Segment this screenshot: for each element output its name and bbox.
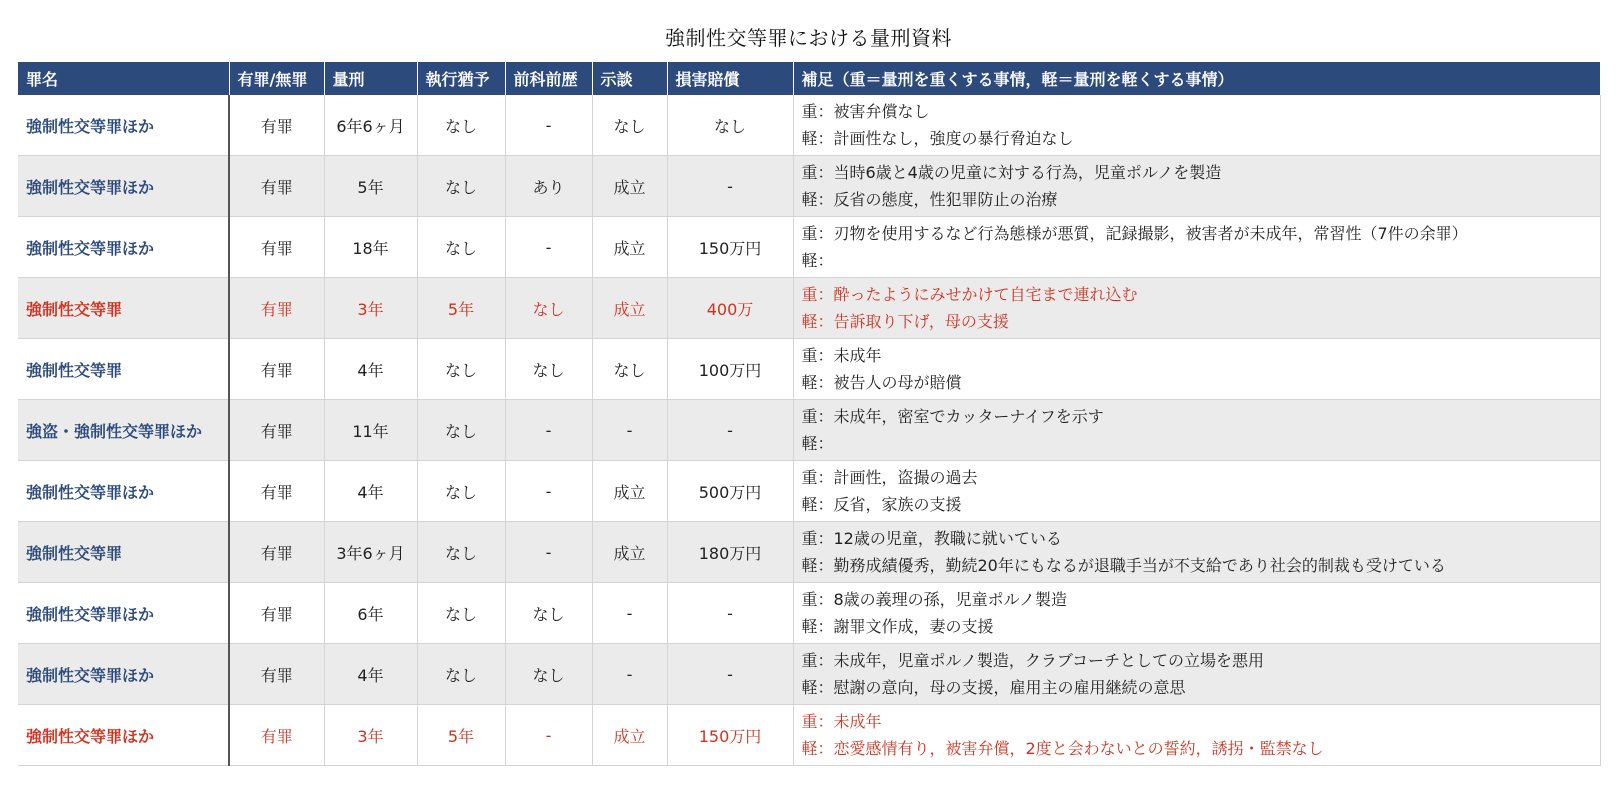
table-row [18,217,1600,278]
suspension-cell: 5年 [417,705,505,766]
sentence-cell: 11年 [324,400,417,461]
sentence-cell: 18年 [324,217,417,278]
crime-cell: 強制性交等罪ほか [18,705,229,766]
mitigating-factors: 軽：被告人の母が賠償 [801,373,962,392]
settlement-cell: 成立 [592,278,667,339]
column-header-settlement: 示談 [592,62,667,95]
crime-cell: 強制性交等罪ほか [18,156,229,217]
sentence-cell: 4年 [324,461,417,522]
crime-cell: 強盗・強制性交等罪ほか [18,400,229,461]
sentence-cell: 6年 [324,583,417,644]
prior-record-cell: なし [505,644,592,705]
crime-cell: 強制性交等罪ほか [18,583,229,644]
page-title: 強制性交等罪における量刑資料 [665,26,952,50]
sentence-cell: 3年 [324,278,417,339]
prior-record-cell: - [505,400,592,461]
notes-cell [793,583,1600,644]
suspension-cell: 5年 [417,278,505,339]
column-header-notes: 補足（重＝量刑を重くする事情，軽＝量刑を軽くする事情） [793,62,1600,95]
aggravating-factors: 重：計画性，盗撮の過去 [801,468,978,487]
notes-cell [793,278,1600,339]
mitigating-factors: 軽：反省，家族の支援 [801,495,962,514]
table-row [18,461,1600,522]
header-row [18,62,1600,95]
notes-cell [793,461,1600,522]
settlement-cell: - [592,644,667,705]
aggravating-factors: 重：当時6歳と4歳の児童に対する行為，児童ポルノを製造 [801,163,1222,182]
notes-cell [793,156,1600,217]
prior-record-cell: なし [505,278,592,339]
damages-cell: - [667,644,793,705]
notes-cell [793,217,1600,278]
aggravating-factors: 重：刃物を使用するなど行為態様が悪質，記録撮影，被害者が未成年，常習性（7件の余罪） [801,224,1468,243]
crime-cell: 強制性交等罪 [18,522,229,583]
settlement-cell: - [592,400,667,461]
settlement-cell: なし [592,95,667,156]
prior-record-cell: - [505,522,592,583]
prior-record-cell: - [505,461,592,522]
table-row [18,278,1600,339]
damages-cell: - [667,400,793,461]
settlement-cell: 成立 [592,522,667,583]
prior-record-cell: なし [505,339,592,400]
crime-cell: 強制性交等罪 [18,278,229,339]
sentence-cell: 4年 [324,644,417,705]
sentence-cell: 5年 [324,156,417,217]
suspension-cell: なし [417,339,505,400]
crime-cell: 強制性交等罪ほか [18,461,229,522]
aggravating-factors: 重：酔ったようにみせかけて自宅まで連れ込む [801,285,1138,304]
sentencing-table [18,62,1601,766]
mitigating-factors: 軽： [801,434,834,453]
mitigating-factors: 軽：計画性なし，強度の暴行脅迫なし [801,129,1074,148]
column-header-prior: 前科前歴 [505,62,592,95]
column-header-suspension: 執行猶予 [417,62,505,95]
aggravating-factors: 重：未成年 [801,346,882,365]
prior-record-cell: なし [505,583,592,644]
prior-record-cell: - [505,705,592,766]
mitigating-factors: 軽： [801,251,834,270]
damages-cell: 150万円 [667,705,793,766]
damages-cell: 400万 [667,278,793,339]
table-row [18,522,1600,583]
column-header-sentence: 量刑 [324,62,417,95]
table-row [18,705,1600,766]
damages-cell: 180万円 [667,522,793,583]
suspension-cell: なし [417,95,505,156]
aggravating-factors: 重：12歳の児童，教職に就いている [801,529,1062,548]
aggravating-factors: 重：未成年 [801,712,882,731]
verdict-cell: 有罪 [229,522,324,583]
notes-cell [793,705,1600,766]
sentence-cell: 4年 [324,339,417,400]
mitigating-factors: 軽：告訴取り下げ，母の支援 [801,312,1009,331]
damages-cell: - [667,583,793,644]
verdict-cell: 有罪 [229,705,324,766]
verdict-cell: 有罪 [229,644,324,705]
table-row [18,400,1600,461]
column-header-verdict: 有罪/無罪 [229,62,324,95]
suspension-cell: なし [417,522,505,583]
prior-record-cell: - [505,217,592,278]
column-header-crime: 罪名 [18,62,229,95]
suspension-cell: なし [417,156,505,217]
suspension-cell: なし [417,583,505,644]
column-header-damages: 損害賠償 [667,62,793,95]
table-body [18,95,1600,766]
crime-cell: 強制性交等罪 [18,339,229,400]
damages-cell: - [667,156,793,217]
crime-cell: 強制性交等罪ほか [18,644,229,705]
aggravating-factors: 重：8歳の義理の孫，児童ポルノ製造 [801,590,1068,609]
damages-cell: 150万円 [667,217,793,278]
verdict-cell: 有罪 [229,217,324,278]
verdict-cell: 有罪 [229,461,324,522]
settlement-cell: なし [592,339,667,400]
table-row [18,339,1600,400]
verdict-cell: 有罪 [229,400,324,461]
verdict-cell: 有罪 [229,278,324,339]
crime-cell: 強制性交等罪ほか [18,95,229,156]
table-row [18,156,1600,217]
verdict-cell: 有罪 [229,583,324,644]
suspension-cell: なし [417,644,505,705]
aggravating-factors: 重：未成年，児童ポルノ製造，クラブコーチとしての立場を悪用 [801,651,1265,670]
table-row [18,95,1600,156]
verdict-cell: 有罪 [229,95,324,156]
notes-cell [793,522,1600,583]
settlement-cell: 成立 [592,461,667,522]
settlement-cell: 成立 [592,217,667,278]
verdict-cell: 有罪 [229,339,324,400]
prior-record-cell: あり [505,156,592,217]
table-row [18,644,1600,705]
prior-record-cell: - [505,95,592,156]
mitigating-factors: 軽：慰謝の意向，母の支援，雇用主の雇用継続の意思 [801,678,1186,697]
settlement-cell: 成立 [592,705,667,766]
notes-cell [793,339,1600,400]
table-row [18,583,1600,644]
mitigating-factors: 軽：恋愛感情有り，被害弁償，2度と会わないとの誓約，誘拐・監禁なし [801,739,1324,758]
suspension-cell: なし [417,400,505,461]
notes-cell [793,400,1600,461]
damages-cell: 100万円 [667,339,793,400]
damages-cell: 500万円 [667,461,793,522]
sentence-cell: 6年6ヶ月 [324,95,417,156]
verdict-cell: 有罪 [229,156,324,217]
aggravating-factors: 重：未成年，密室でカッターナイフを示す [801,407,1104,426]
damages-cell: なし [667,95,793,156]
sentence-cell: 3年 [324,705,417,766]
settlement-cell: - [592,583,667,644]
suspension-cell: なし [417,217,505,278]
aggravating-factors: 重：被害弁償なし [801,102,930,121]
notes-cell [793,95,1600,156]
settlement-cell: 成立 [592,156,667,217]
crime-cell: 強制性交等罪ほか [18,217,229,278]
notes-cell [793,644,1600,705]
table-header [18,62,1600,95]
mitigating-factors: 軽：勤務成績優秀，勤続20年にもなるが退職手当が不支給であり社会的制裁も受けている [801,556,1446,575]
suspension-cell: なし [417,461,505,522]
mitigating-factors: 軽：反省の態度，性犯罪防止の治療 [801,190,1058,209]
mitigating-factors: 軽：謝罪文作成，妻の支援 [801,617,994,636]
sentence-cell: 3年6ヶ月 [324,522,417,583]
